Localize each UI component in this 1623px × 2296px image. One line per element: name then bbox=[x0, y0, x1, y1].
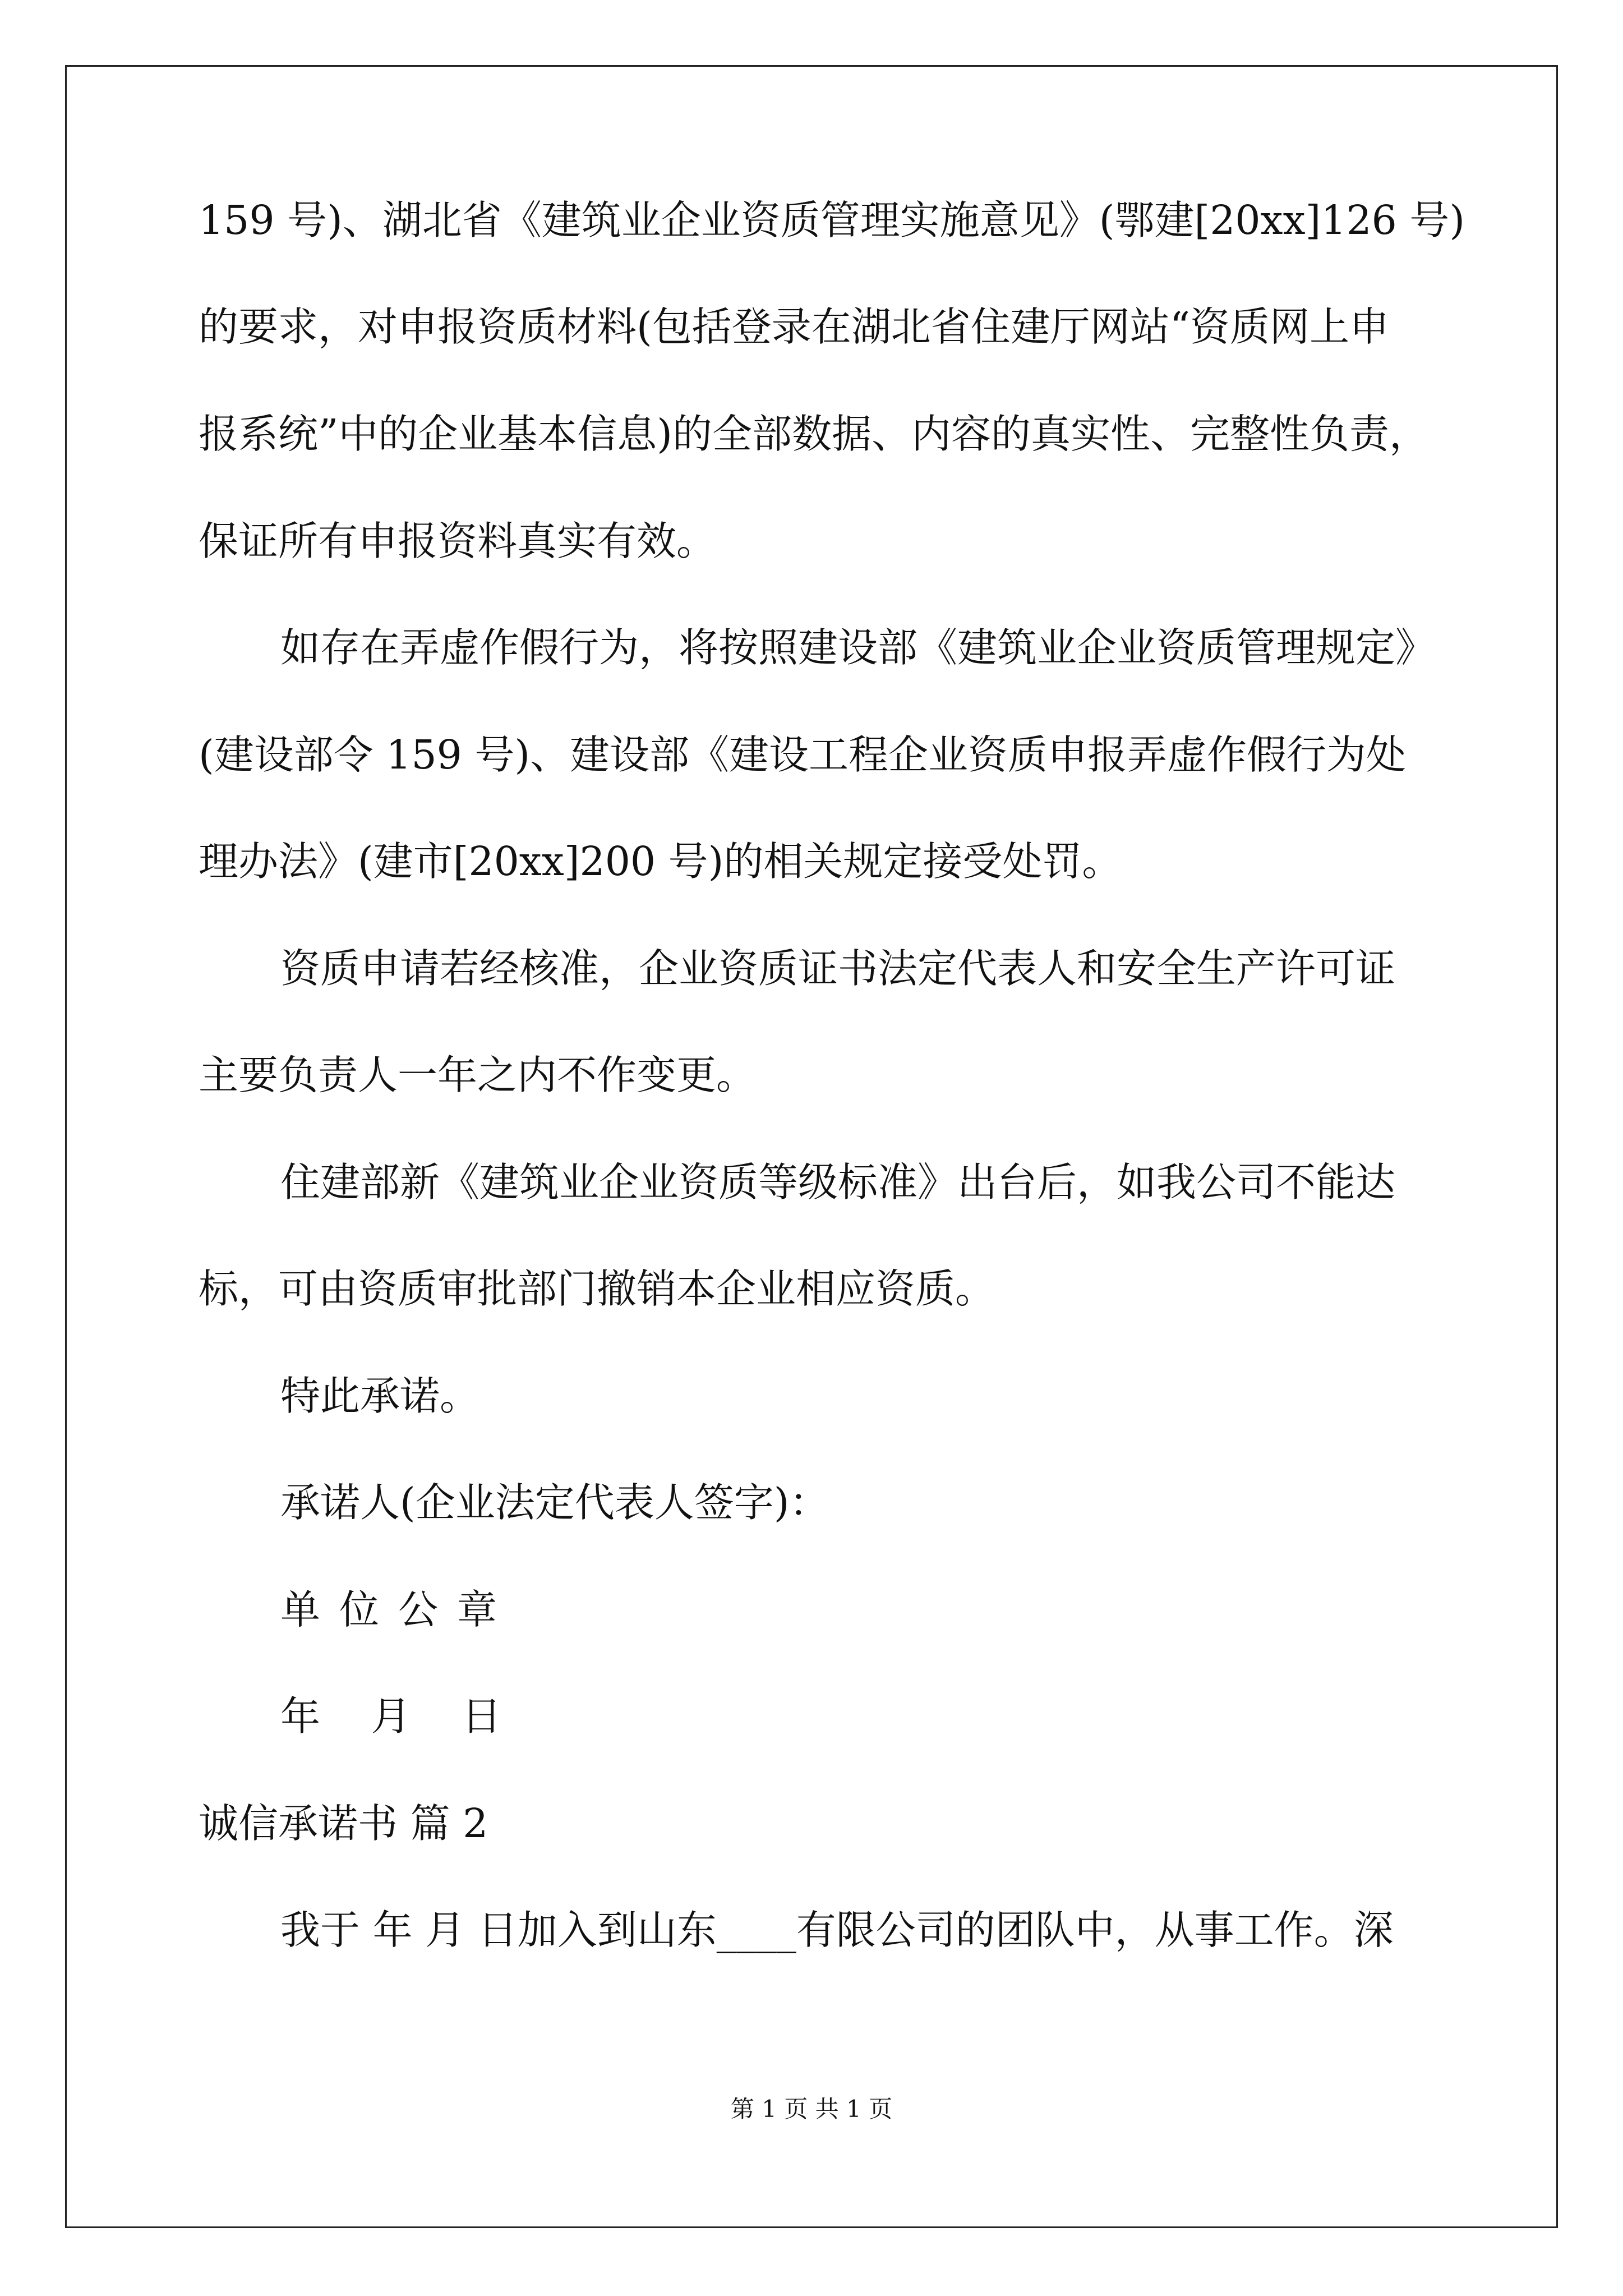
paragraph-line: 标，可由资质审批部门撤销本企业相应资质。 bbox=[199, 1266, 995, 1312]
signature-line: 承诺人(企业法定代表人签字)： bbox=[280, 1479, 829, 1526]
paragraph-line: 主要负责人一年之内不作变更。 bbox=[199, 1052, 757, 1098]
date-line: 年 月 日 bbox=[280, 1693, 521, 1740]
paragraph-line: (建设部令 159 号)、建设部《建设工程企业资质申报弄虚作假行为处 bbox=[199, 731, 1407, 778]
page-number: 第 1 页 共 1 页 bbox=[730, 2095, 893, 2123]
paragraph-line: 报系统”中的企业基本信息)的全部数据、内容的真实性、完整性负责， bbox=[199, 411, 1430, 457]
paragraph-line: 如存在弄虚作假行为，将按照建设部《建筑业企业资质管理规定》 bbox=[280, 624, 1436, 671]
paragraph-line: 住建部新《建筑业企业资质等级标准》出台后，如我公司不能达 bbox=[280, 1159, 1396, 1205]
paragraph-line: 资质申请若经核准，企业资质证书法定代表人和安全生产许可证 bbox=[280, 945, 1396, 992]
closing-line: 特此承诺。 bbox=[280, 1373, 480, 1419]
paragraph-line: 保证所有申报资料真实有效。 bbox=[199, 518, 717, 564]
paragraph-line: 理办法》(建市[20xx]200 号)的相关规定接受处罚。 bbox=[199, 838, 1122, 885]
paragraph-line: 的要求，对申报资质材料(包括登录在湖北省住建厅网站“资质网上申 bbox=[199, 303, 1390, 350]
paragraph-line: 159 号)、湖北省《建筑业企业资质管理实施意见》(鄂建[20xx]126 号) bbox=[199, 197, 1465, 243]
section-heading: 诚信承诺书 篇 2 bbox=[199, 1800, 488, 1847]
seal-line: 单位公章 bbox=[280, 1586, 517, 1633]
paragraph-line: 我于 年 月 日加入到山东____有限公司的团队中，从事工作。深 bbox=[280, 1907, 1394, 1953]
